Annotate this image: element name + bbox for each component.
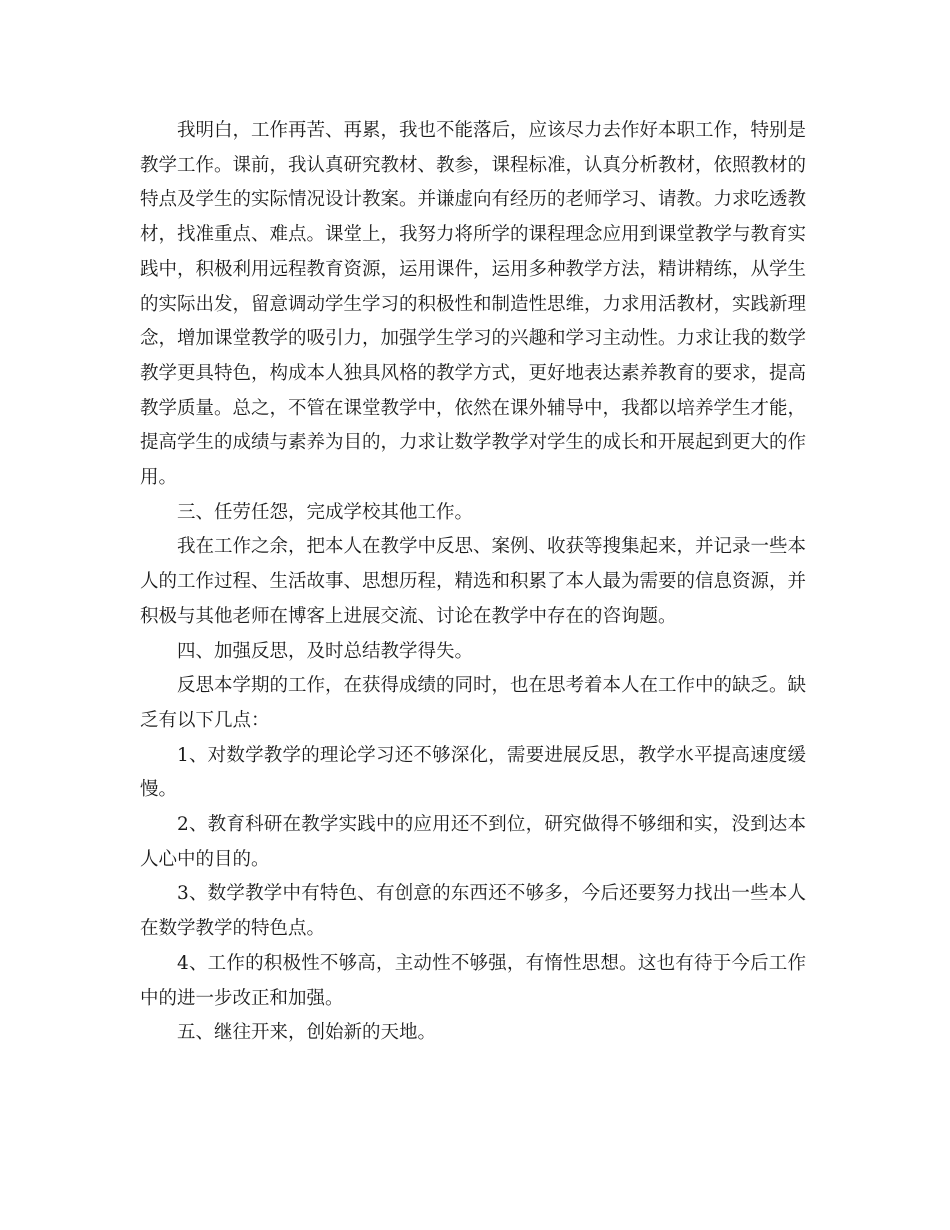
document-body	[140, 114, 806, 1051]
heading-section-four: 四、加强反思，及时总结教学得失。	[177, 640, 474, 662]
heading-section-five: 五、继往开来，创始新的天地。	[177, 1022, 437, 1044]
paragraph-reflection: 反思本学期的工作，在获得成绩的同时，也在思考着本人在工作中的缺乏。缺乏有以下几点：	[140, 675, 807, 731]
heading-section-three: 三、任劳任怨，完成学校其他工作。	[177, 501, 474, 523]
list-item-shortcoming-1: 1、对数学教学的理论学习还不够深化，需要进展反思，教学水平提高速度缓慢。	[140, 744, 806, 801]
list-item-shortcoming-4: 4、工作的积极性不够高，主动性不够强，有惰性思想。这也有待于今后工作中的进一步改正和加强。	[140, 952, 806, 1009]
list-item-shortcoming-2: 2、教育科研在教学实践中的应用还不到位，研究做得不够细和实，没到达本人心中的目的。	[140, 814, 806, 870]
list-item-shortcoming-3: 3、数学教学中有特色、有创意的东西还不够多，今后还要努力找出一些本人在数学教学的特色点。	[140, 883, 806, 940]
paragraph-teaching-work: 我明白，工作再苦、再累，我也不能落后，应该尽力去作好本职工作，特别是教学工作。课前，我认真研究教材、教参，课程标准，认真分析教材，依照教材的特点及学生的实际情况设计教案。并谦虚向有经历的老师学习、请教。力求吃透教材，找准重点、难点。课堂上，我努力将所学的课程理念应用到课堂教学与教育实践中，积极利用远程教育资源，运用课件，运用多种教学方法，精讲精练，从学生的实际出发，留意调动学生学习的积极性和制造性思维，力求用活教材，实践新理念，增加课堂教学的吸引力，加强学生学习的兴趣和学习主动性。力求让我的数学教学更具特色，构成本人独具风格的教学方式，更好地表达素养教育的要求，提高教学质量。总之，不管在课堂教学中，依然在课外辅导中，我都以培养学生才能，提高学生的成绩与素养为目的，力求让数学教学对学生的成长和开展起到更大的作用。	[140, 120, 807, 489]
paragraph-other-work: 我在工作之余，把本人在教学中反思、案例、收获等搜集起来，并记录一些本人的工作过程、生活故事、思想历程，精选和积累了本人最为需要的信息资源，并积极与其他老师在博客上进展交流、讨论在教学中存在的咨询题。	[140, 536, 807, 627]
